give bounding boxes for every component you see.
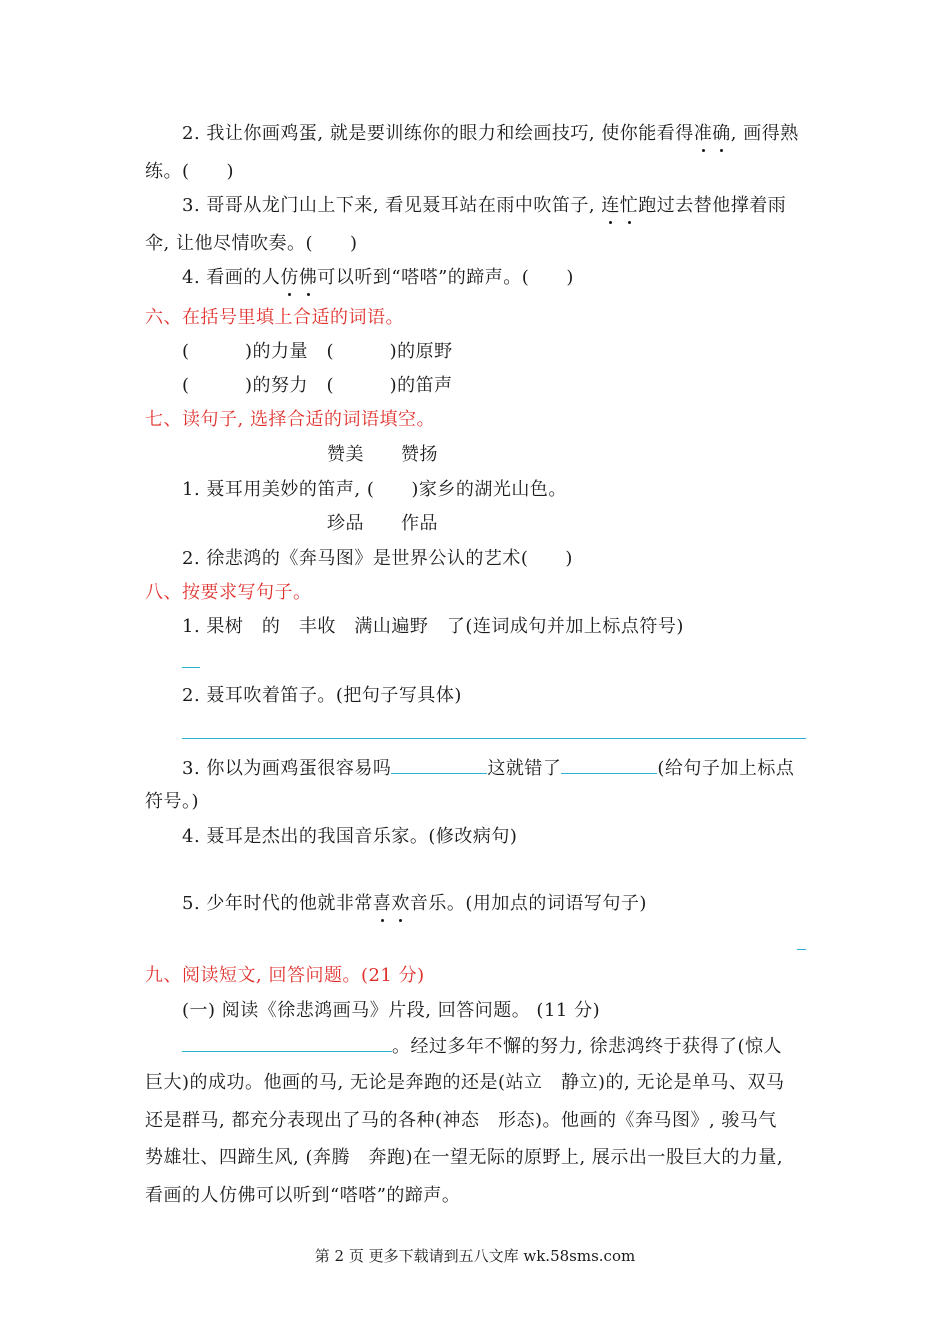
q8-heading: 八、按要求写句子。 — [145, 582, 312, 603]
answer-line[interactable] — [182, 738, 806, 739]
q7-heading: 七、读句子, 选择合适的词语填空。 — [145, 409, 435, 430]
q9-heading: 九、阅读短文, 回答问题。(21 分) — [145, 965, 425, 986]
q8-item4: 4. 聂耳是杰出的我国音乐家。(修改病句) — [182, 826, 518, 847]
q7-options2: 珍品 作品 — [327, 513, 438, 534]
q6-heading: 六、在括号里填上合适的词语。 — [145, 307, 404, 328]
emphasis-char: 准 — [693, 123, 713, 144]
q7-options1: 赞美 赞扬 — [327, 444, 438, 465]
emphasis-char: 欢 — [391, 893, 410, 914]
q8-item2: 2. 聂耳吹着笛子。(把句子写具体) — [182, 685, 462, 706]
q6-row1: ( )的力量 ( )的原野 — [182, 341, 453, 362]
answer-line[interactable] — [182, 667, 200, 668]
q8-item3-line1: 3. 你以为画鸡蛋很容易吗 这就错了 (给句子加上标点 — [182, 755, 794, 781]
q9-para-line4: 势雄壮、四蹄生风, (奔腾 奔跑)在一望无际的原野上, 展示出一股巨大的力量, — [145, 1147, 784, 1168]
answer-line[interactable] — [797, 949, 806, 950]
emphasis-char: 确 — [712, 123, 731, 144]
q9-para-line2: 巨大)的成功。他画的马, 无论是奔跑的还是(站立 静立)的, 无论是单马、双马 — [145, 1072, 785, 1093]
q5-item3-line2: 伞, 让他尽情吹奏。( ) — [145, 233, 358, 254]
punctuation-blank[interactable] — [391, 755, 487, 774]
q6-row2: ( )的努力 ( )的笛声 — [182, 375, 453, 396]
q5-item2-line1: 2. 我让你画鸡蛋, 就是要训练你的眼力和绘画技巧, 使你能看得准确, 画得熟 — [182, 123, 799, 144]
answer-blank[interactable] — [182, 1033, 392, 1052]
emphasis-char: 仿 — [280, 267, 299, 288]
emphasis-char: 佛 — [298, 267, 318, 288]
punctuation-blank[interactable] — [561, 755, 657, 774]
emphasis-char: 喜 — [372, 893, 392, 914]
q8-item1: 1. 果树 的 丰收 满山遍野 了(连词成句并加上标点符号) — [182, 616, 684, 637]
q9-para-line1: 。经过多年不懈的努力, 徐悲鸿终于获得了(惊人 — [182, 1033, 782, 1059]
q9-subheading: (一) 阅读《徐悲鸿画马》片段, 回答问题。 (11 分) — [182, 1000, 601, 1021]
q7-item2: 2. 徐悲鸿的《奔马图》是世界公认的艺术( ) — [182, 548, 573, 569]
q5-item4: 4. 看画的人仿佛可以听到“嗒嗒”的蹄声。( ) — [182, 267, 574, 288]
q9-para-line5: 看画的人仿佛可以听到“嗒嗒”的蹄声。 — [145, 1185, 461, 1206]
emphasis-char: 忙 — [619, 195, 639, 216]
q9-para-line3: 还是群马, 都充分表现出了马的各种(神态 形态)。他画的《奔马图》, 骏马气 — [145, 1110, 777, 1131]
q7-item1: 1. 聂耳用美妙的笛声, ( )家乡的湖光山色。 — [182, 479, 567, 500]
q5-item2-line2: 练。( ) — [145, 161, 235, 182]
q8-item3-line2: 符号。) — [145, 791, 200, 812]
page-footer: 第 2 页 更多下载请到五八文库 wk.58sms.com — [314, 1247, 636, 1265]
q8-item5: 5. 少年时代的他就非常喜欢音乐。(用加点的词语写句子) — [182, 893, 647, 914]
q5-item3-line1: 3. 哥哥从龙门山上下来, 看见聂耳站在雨中吹笛子, 连忙跑过去替他撑着雨 — [182, 195, 787, 216]
emphasis-char: 连 — [601, 195, 620, 216]
